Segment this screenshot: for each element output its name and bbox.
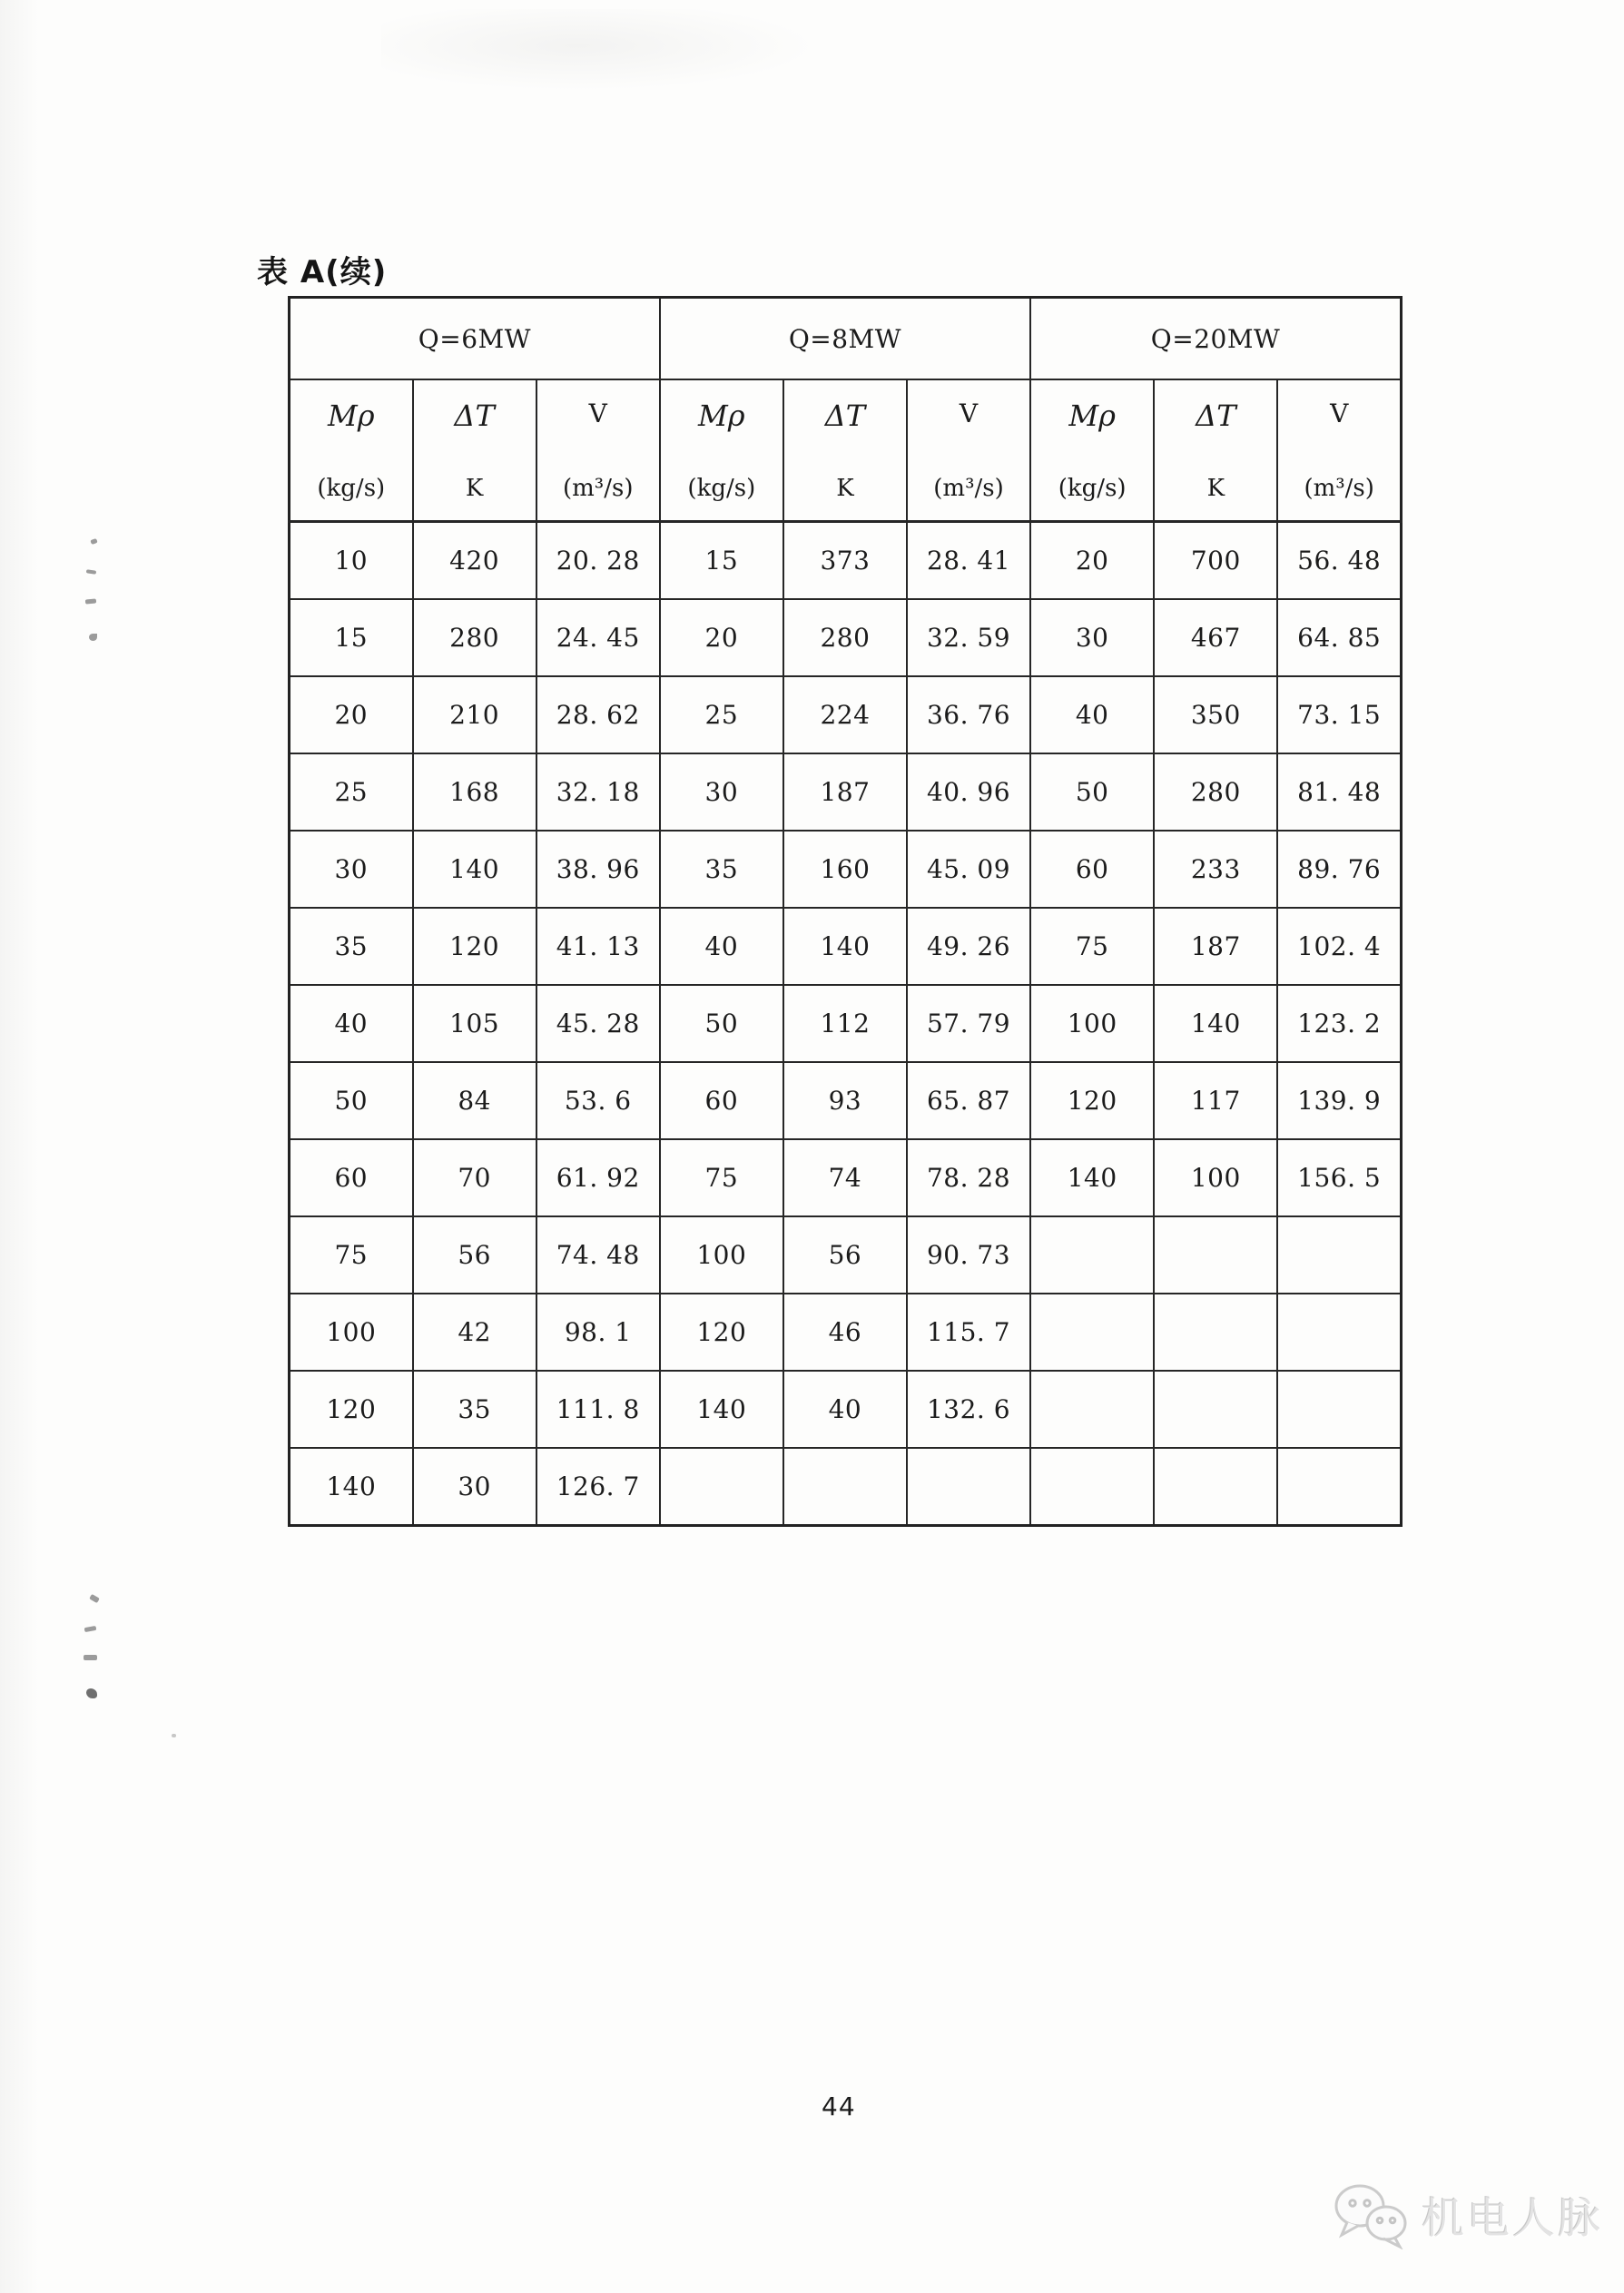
- column-symbol: V: [588, 399, 607, 428]
- table-cell: 74. 48: [536, 1216, 660, 1294]
- column-symbol: ΔT: [1196, 399, 1236, 433]
- column-unit: (m³/s): [1304, 475, 1374, 502]
- table-cell: 84: [413, 1062, 536, 1139]
- table-cell: 100: [1030, 985, 1154, 1062]
- table-cell: [1277, 1216, 1401, 1294]
- table-cell: 30: [660, 753, 783, 831]
- table-cell: 93: [783, 1062, 907, 1139]
- table-cell: 40. 96: [907, 753, 1030, 831]
- table-cell: 100: [660, 1216, 783, 1294]
- table-cell: 35: [660, 831, 783, 908]
- table-cell: 30: [413, 1448, 536, 1526]
- table-cell: 98. 1: [536, 1294, 660, 1371]
- watermark-label: 机电人脉: [1422, 2193, 1603, 2244]
- table-cell: 36. 76: [907, 676, 1030, 753]
- table-cell: [1030, 1294, 1154, 1371]
- table-cell: 56. 48: [1277, 522, 1401, 600]
- table-cell: [783, 1448, 907, 1526]
- data-table: [288, 296, 1403, 1527]
- scan-speck: [84, 1626, 97, 1632]
- table-cell: 20: [290, 676, 413, 753]
- column-unit: K: [465, 475, 484, 502]
- table-cell: 49. 26: [907, 908, 1030, 985]
- column-symbol: V: [959, 399, 979, 428]
- table-cell: 132. 6: [907, 1371, 1030, 1448]
- table-cell: 139. 9: [1277, 1062, 1401, 1139]
- table-cell: 15: [660, 522, 783, 600]
- table-row: [290, 676, 1402, 753]
- table-cell: 61. 92: [536, 1139, 660, 1216]
- column-symbol: Mρ: [698, 399, 745, 433]
- table-row: [290, 1216, 1402, 1294]
- table-cell: 140: [1154, 985, 1277, 1062]
- table-cell: 100: [290, 1294, 413, 1371]
- table-cell: 105: [413, 985, 536, 1062]
- table-row: [290, 908, 1402, 985]
- table-cell: 156. 5: [1277, 1139, 1401, 1216]
- table-cell: 40: [783, 1371, 907, 1448]
- table-cell: 25: [290, 753, 413, 831]
- table-cell: 140: [660, 1371, 783, 1448]
- table-row: [290, 985, 1402, 1062]
- table-row: [290, 522, 1402, 600]
- table-cell: 53. 6: [536, 1062, 660, 1139]
- table-cell: [1277, 1371, 1401, 1448]
- column-symbol: Mρ: [328, 399, 375, 433]
- scan-speck: [89, 1594, 100, 1603]
- column-header-row: [290, 379, 1402, 522]
- scan-speck: [84, 1655, 97, 1660]
- table-cell: 20. 28: [536, 522, 660, 600]
- group-header-q20mw: Q=20MW: [1030, 298, 1401, 380]
- table-cell: 168: [413, 753, 536, 831]
- column-header-v: [536, 379, 660, 522]
- table-cell: [1277, 1448, 1401, 1526]
- table-cell: 210: [413, 676, 536, 753]
- table-cell: 60: [290, 1139, 413, 1216]
- table-cell: 115. 7: [907, 1294, 1030, 1371]
- table-cell: 187: [783, 753, 907, 831]
- table-cell: 60: [1030, 831, 1154, 908]
- table-row: [290, 1448, 1402, 1526]
- table-cell: 140: [290, 1448, 413, 1526]
- table-cell: 224: [783, 676, 907, 753]
- table-cell: 73. 15: [1277, 676, 1401, 753]
- scan-speck: [86, 569, 96, 574]
- table-cell: 70: [413, 1139, 536, 1216]
- table-cell: 25: [660, 676, 783, 753]
- table-cell: 120: [660, 1294, 783, 1371]
- column-header-deltat: [783, 379, 907, 522]
- column-symbol: V: [1330, 399, 1349, 428]
- table-cell: 56: [783, 1216, 907, 1294]
- scan-speck: [90, 538, 97, 545]
- table-cell: 280: [783, 599, 907, 676]
- table-cell: 117: [1154, 1062, 1277, 1139]
- table-cell: [1030, 1216, 1154, 1294]
- table-cell: 112: [783, 985, 907, 1062]
- table-cell: 75: [1030, 908, 1154, 985]
- column-unit: (m³/s): [933, 475, 1004, 502]
- table-cell: 30: [1030, 599, 1154, 676]
- table-cell: 65. 87: [907, 1062, 1030, 1139]
- table-cell: 420: [413, 522, 536, 600]
- table-cell: 111. 8: [536, 1371, 660, 1448]
- page-number: 44: [822, 2091, 856, 2121]
- scan-speck: [172, 1734, 176, 1737]
- table-cell: 160: [783, 831, 907, 908]
- table-cell: 35: [290, 908, 413, 985]
- column-header-v: [907, 379, 1030, 522]
- table-cell: 50: [660, 985, 783, 1062]
- wechat-icon: [1333, 2180, 1412, 2249]
- table-cell: 75: [290, 1216, 413, 1294]
- table-cell: 280: [1154, 753, 1277, 831]
- scan-edge-shade: [0, 0, 45, 2293]
- table-cell: [907, 1448, 1030, 1526]
- table-cell: 187: [1154, 908, 1277, 985]
- table-cell: 50: [1030, 753, 1154, 831]
- table-cell: 45. 09: [907, 831, 1030, 908]
- scan-speck: [89, 634, 97, 641]
- table-cell: [660, 1448, 783, 1526]
- table-cell: 38. 96: [536, 831, 660, 908]
- table-cell: 700: [1154, 522, 1277, 600]
- column-header-mrho: [660, 379, 783, 522]
- table-cell: 75: [660, 1139, 783, 1216]
- table-cell: [1154, 1371, 1277, 1448]
- table-cell: 64. 85: [1277, 599, 1401, 676]
- table-cell: 120: [1030, 1062, 1154, 1139]
- scan-speck: [85, 598, 96, 604]
- table-cell: 120: [290, 1371, 413, 1448]
- table-cell: 233: [1154, 831, 1277, 908]
- table-cell: 15: [290, 599, 413, 676]
- table-cell: 123. 2: [1277, 985, 1401, 1062]
- table-row: [290, 753, 1402, 831]
- column-symbol: Mρ: [1068, 399, 1116, 433]
- table-cell: [1154, 1216, 1277, 1294]
- table-cell: 35: [413, 1371, 536, 1448]
- column-symbol: ΔT: [824, 399, 866, 433]
- table-cell: 40: [1030, 676, 1154, 753]
- table-cell: 20: [1030, 522, 1154, 600]
- table-row: [290, 831, 1402, 908]
- table-cell: [1154, 1448, 1277, 1526]
- column-unit: (kg/s): [1058, 475, 1127, 502]
- table-cell: 100: [1154, 1139, 1277, 1216]
- table-cell: 32. 18: [536, 753, 660, 831]
- table-cell: 40: [290, 985, 413, 1062]
- table-title: 表 A(续): [257, 254, 388, 290]
- column-unit: (kg/s): [687, 475, 756, 502]
- table-cell: 30: [290, 831, 413, 908]
- table-cell: 89. 76: [1277, 831, 1401, 908]
- table-cell: 57. 79: [907, 985, 1030, 1062]
- column-unit: K: [836, 475, 854, 502]
- watermark: [1333, 2180, 1603, 2249]
- table-cell: 32. 59: [907, 599, 1030, 676]
- column-header-mrho: [290, 379, 413, 522]
- table-row: [290, 1139, 1402, 1216]
- table-row: [290, 599, 1402, 676]
- table-cell: 81. 48: [1277, 753, 1401, 831]
- table-row: [290, 1294, 1402, 1371]
- table-cell: 140: [783, 908, 907, 985]
- column-unit: (kg/s): [317, 475, 386, 502]
- table-cell: 78. 28: [907, 1139, 1030, 1216]
- table-cell: [1030, 1371, 1154, 1448]
- table-row: [290, 1371, 1402, 1448]
- table-cell: [1030, 1448, 1154, 1526]
- table-cell: 140: [413, 831, 536, 908]
- table-cell: 140: [1030, 1139, 1154, 1216]
- table-cell: 467: [1154, 599, 1277, 676]
- column-unit: (m³/s): [563, 475, 634, 502]
- table-cell: 24. 45: [536, 599, 660, 676]
- table-cell: 74: [783, 1139, 907, 1216]
- column-header-mrho: [1030, 379, 1154, 522]
- table-cell: [1154, 1294, 1277, 1371]
- table-cell: 56: [413, 1216, 536, 1294]
- table-cell: 46: [783, 1294, 907, 1371]
- table-cell: 350: [1154, 676, 1277, 753]
- table-cell: [1277, 1294, 1401, 1371]
- table-cell: 42: [413, 1294, 536, 1371]
- table-cell: 10: [290, 522, 413, 600]
- table-cell: 60: [660, 1062, 783, 1139]
- table-cell: 28. 41: [907, 522, 1030, 600]
- table-cell: 45. 28: [536, 985, 660, 1062]
- group-header-q6mw: Q=6MW: [290, 298, 660, 380]
- table-cell: 373: [783, 522, 907, 600]
- table-cell: 90. 73: [907, 1216, 1030, 1294]
- column-header-v: [1277, 379, 1401, 522]
- table-cell: 28. 62: [536, 676, 660, 753]
- scan-speck: [86, 1688, 97, 1698]
- table-cell: 41. 13: [536, 908, 660, 985]
- table-cell: 120: [413, 908, 536, 985]
- group-header-row: [290, 298, 1402, 380]
- table-cell: 40: [660, 908, 783, 985]
- table-row: [290, 1062, 1402, 1139]
- group-header-q8mw: Q=8MW: [660, 298, 1030, 380]
- table-cell: 126. 7: [536, 1448, 660, 1526]
- table-cell: 20: [660, 599, 783, 676]
- table-cell: 280: [413, 599, 536, 676]
- table-cell: 102. 4: [1277, 908, 1401, 985]
- column-header-deltat: [1154, 379, 1277, 522]
- column-header-deltat: [413, 379, 536, 522]
- scan-smudge: [381, 9, 817, 91]
- column-symbol: ΔT: [454, 399, 495, 433]
- column-unit: K: [1206, 475, 1225, 502]
- table-cell: 50: [290, 1062, 413, 1139]
